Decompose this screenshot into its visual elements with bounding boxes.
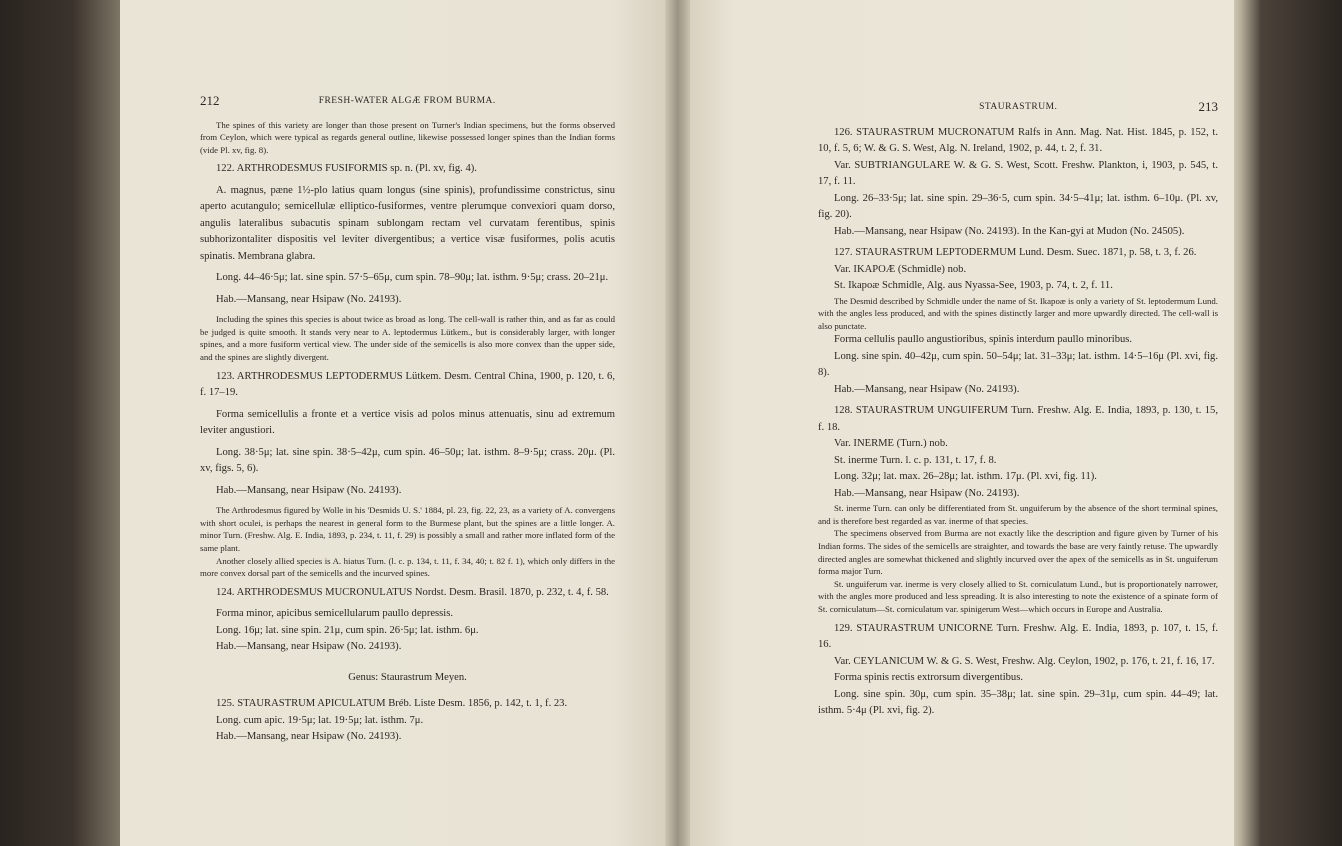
habitat: Hab.—Mansang, near Hsipaw (No. 24193). bbox=[216, 731, 402, 743]
left-page-content bbox=[200, 93, 615, 746]
latin-description: A. magnus, pæne 1½-plo latius quam longus (sine spinis), profundissime constrictus, sinu aperto acutangulo; semicellulæ elliptico-fusiformes, ventre plerumque convexiori quam dorso, angulis lateralibus subacutis spinam sublongam rectam vel curvatam ferentibus, spinis subhorizontaliter dispositis vel leviter divergentibus; a vertice visæ fusiformes, polis acutis spinatis. Membrana glabra. bbox=[200, 184, 615, 262]
synonym-line: St. Ikapoæ Schmidle, Alg. aus Nyassa-See, 1903, p. 74, t. 2, f. 11. bbox=[834, 280, 1113, 291]
page-number: 213 bbox=[1198, 99, 1218, 114]
remarks: The specimens observed from Burma are not exactly like the description and figure given by Turner of his Indian forms. The sides of the semicells are straighter, and towards the base are very faintly retuse. The upwardly directed angles are somewhat thickened and slightly incurved over the apex of the semicells as in St. unguiferum forma major Turn. bbox=[818, 528, 1218, 577]
right-running-head bbox=[818, 99, 1218, 116]
habitat: Hab.—Mansang, near Hsipaw (No. 24193). bbox=[834, 383, 1020, 395]
variety-line: Var. CEYLANICUM W. & G. S. West, Freshw. Alg. Ceylon, 1902, p. 176, t. 21, f. 16, 17. bbox=[834, 655, 1215, 667]
variety-line: Var. INERME (Turn.) nob. bbox=[834, 438, 948, 450]
measurements: Long. 38·5μ; lat. sine spin. 38·5–42μ, cum spin. 46–50μ; lat. isthm. 8–9·5μ; crass. 20μ. (Pl. xv, figs. 5, 6). bbox=[200, 446, 615, 475]
latin-description: Forma spinis rectis extrorsum divergentibus. bbox=[834, 672, 1023, 684]
latin-description: Forma semicellulis a fronte et a vertice visis ad polos minus attenuatis, sinu ad extremum leviter angustiori. bbox=[200, 408, 615, 437]
entry-heading: 128. STAURASTRUM UNGUIFERUM Turn. Freshw. Alg. E. India, 1893, p. 130, t. 15, f. 18. bbox=[818, 405, 1218, 433]
variety-line: Var. IKAPOÆ (Schmidle) nob. bbox=[834, 263, 967, 275]
habitat: Hab.—Mansang, near Hsipaw (No. 24193). bbox=[216, 484, 402, 496]
measurements: Long. cum apic. 19·5μ; lat. 19·5μ; lat. isthm. 7μ. bbox=[216, 714, 424, 726]
remarks: The Desmid described by Schmidle under the name of St. Ikapoæ is only a variety of St. leptodermum Lund. with the angles less produced, and with the spines distinctly larger and more upwardly directed. The cell-wall is also punctate. bbox=[818, 295, 1218, 331]
book-edge-right bbox=[1234, 0, 1342, 846]
intro-note: The spines of this variety are longer than those present on Turner's Indian specimens, but the forms observed from Ceylon, which were typical as regards general outline, likewise possessed longer spines than the Indian forms (vide Pl. xv, fig. 8). bbox=[200, 119, 615, 155]
entry-heading: 129. STAURASTRUM UNICORNE Turn. Freshw. Alg. E. India, 1893, p. 107, t. 15, f. 16. bbox=[818, 622, 1218, 651]
measurements: Long. sine spin. 30μ, cum spin. 35–38μ; lat. sine spin. 29–31μ, cum spin. 44–49; lat. isthm. 5·4μ (Pl. xvi, fig. 2). bbox=[818, 688, 1218, 717]
entry-heading: 122. ARTHRODESMUS FUSIFORMIS sp. n. (Pl. xv, fig. 4). bbox=[216, 163, 477, 175]
measurements: Long. sine spin. 40–42μ, cum spin. 50–54μ; lat. 31–33μ; lat. isthm. 14·5–16μ (Pl. xvi, fig. 8). bbox=[818, 350, 1218, 379]
entry-heading: 124. ARTHRODESMUS MUCRONULATUS Nordst. Desm. Brasil. 1870, p. 232, t. 4, f. 58. bbox=[216, 586, 609, 598]
right-page bbox=[690, 0, 1234, 846]
entry-heading: 126. STAURASTRUM MUCRONATUM Ralfs in Ann. Mag. Nat. Hist. 1845, p. 152, t. 10, f. 5, 6; W. & G. S. West, Alg. N. Ireland, 1902, p. 44, t. 2, f. 31. bbox=[818, 126, 1218, 154]
left-page bbox=[120, 0, 665, 846]
remarks: St. inerme Turn. can only be differentiated from St. unguiferum by the absence of the short terminal spines, and is therefore best regarded as var. inerme of that species. bbox=[818, 503, 1218, 526]
book-edge-left bbox=[0, 0, 120, 846]
entry-heading: 123. ARTHRODESMUS LEPTODERMUS Lütkem. Desm. Central China, 1900, p. 120, t. 6, f. 17–19. bbox=[200, 370, 615, 399]
habitat: Hab.—Mansang, near Hsipaw (No. 24193). bbox=[216, 293, 402, 305]
remarks: The Arthrodesmus figured by Wolle in his 'Desmids U. S.' 1884, pl. 23, fig. 22, 23, as a variety of A. convergens with short oculei, is perhaps the nearest in general form to the Burmese plant, but the spines are a little longer. A. minor Turn. (Freshw. Alg. E. India, 1893, p. 234, t. 11, f. 29) is possibly a small and rather more inflated form of the same plant. bbox=[200, 505, 615, 553]
measurements: Long. 26–33·5μ; lat. sine spin. 29–36·5, cum spin. 34·5–41μ; lat. isthm. 6–10μ. (Pl. xv, fig. 20). bbox=[818, 192, 1218, 220]
latin-description: Forma minor, apicibus semicellularum paullo depressis. bbox=[216, 608, 454, 620]
entry-heading: 125. STAURASTRUM APICULATUM Bréb. Liste Desm. 1856, p. 142, t. 1, f. 23. bbox=[216, 698, 568, 710]
latin-description: Forma cellulis paullo angustioribus, spinis interdum paullo minoribus. bbox=[834, 334, 1133, 346]
habitat: Hab.—Mansang, near Hsipaw (No. 24193). In the Kan-gyi at Mudon (No. 24505). bbox=[834, 225, 1185, 237]
remarks: Another closely allied species is A. hiatus Turn. (l. c. p. 134, t. 11, f. 34, 40; t. 82 f. 1), which only differs in the more convex dorsal part of the semicells and the incurved spines. bbox=[200, 555, 615, 579]
left-running-head bbox=[200, 93, 615, 110]
genus-heading: Genus: Staurastrum Meyen. bbox=[348, 671, 467, 683]
page-number: 212 bbox=[200, 93, 220, 108]
right-page-content bbox=[818, 99, 1218, 720]
measurements: Long. 16μ; lat. sine spin. 21μ, cum spin. 26·5μ; lat. isthm. 6μ. bbox=[216, 624, 479, 636]
synonym-line: St. inerme Turn. l. c. p. 131, t. 17, f. 8. bbox=[834, 454, 997, 466]
remarks: St. unguiferum var. inerme is very closely allied to St. corniculatum Lund., but is proportionately narrower, with the angles more produced and less spreading. It is also interesting to note the existence of a spinate form of St. corniculatum—St. corniculatum var. spinigerum West—which occurs in Europe and Australia. bbox=[818, 578, 1218, 615]
entry-heading: 127. STAURASTRUM LEPTODERMUM Lund. Desm. Suec. 1871, p. 58, t. 3, f. 26. bbox=[834, 247, 1197, 258]
remarks: Including the spines this species is about twice as broad as long. The cell-wall is rather thin, and as far as could be judged is quite smooth. It stands very near to A. leptodermus Lütkem., but is considerably larger, with longer spines, and a more fusiform vertical view. The under side of the semicells is also more convex than the upper side, and the spines are slightly divergent. bbox=[200, 314, 615, 363]
running-head-title: FRESH-WATER ALGÆ FROM BURMA. bbox=[318, 96, 496, 106]
measurements: Long. 32μ; lat. max. 26–28μ; lat. isthm. 17μ. (Pl. xvi, fig. 11). bbox=[834, 471, 1097, 483]
running-head-title: STAURASTRUM. bbox=[979, 102, 1058, 112]
variety-line: Var. SUBTRIANGULARE W. & G. S. West, Scott. Freshw. Plankton, i, 1903, p. 545, t. 17, f. 11. bbox=[818, 159, 1218, 187]
habitat: Hab.—Mansang, near Hsipaw (No. 24193). bbox=[834, 487, 1020, 499]
measurements: Long. 44–46·5μ; lat. sine spin. 57·5–65μ, cum spin. 78–90μ; lat. isthm. 9·5μ; crass. 20–21μ. bbox=[216, 272, 609, 284]
book-gutter bbox=[665, 0, 690, 846]
habitat: Hab.—Mansang, near Hsipaw (No. 24193). bbox=[216, 641, 402, 653]
